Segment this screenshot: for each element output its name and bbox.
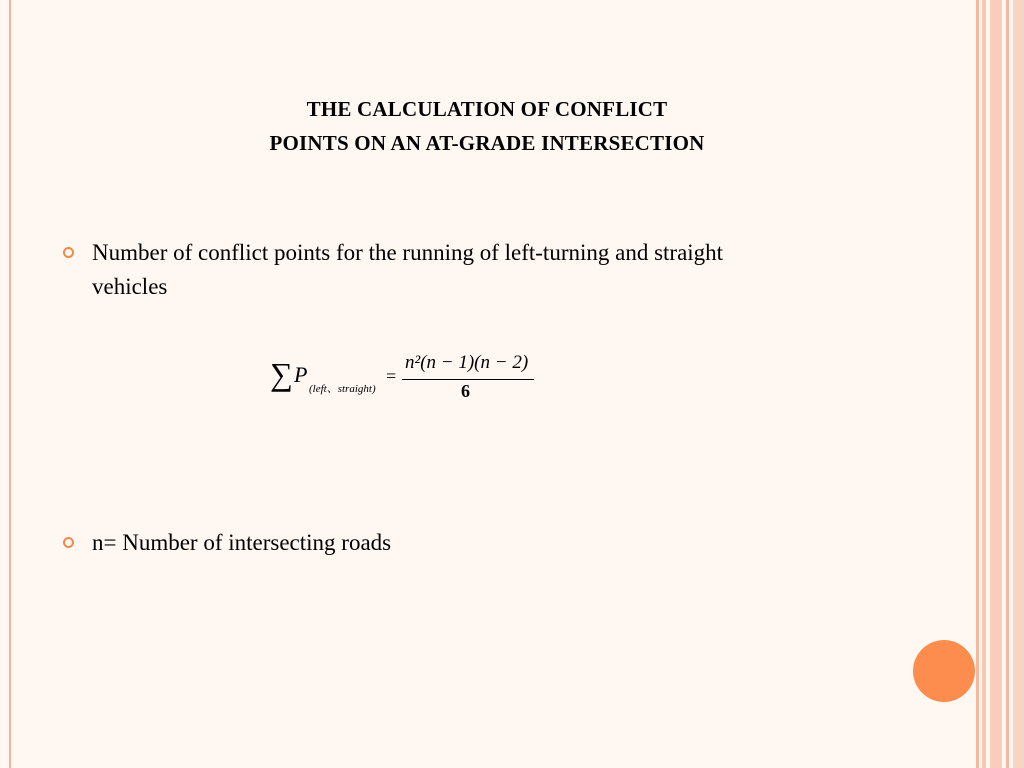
formula-equals: =	[386, 366, 397, 386]
bullet-line-1: n= Number of intersecting roads	[92, 530, 392, 555]
bullet-item-intersecting-roads	[63, 526, 663, 560]
decorative-circle	[913, 640, 975, 702]
formula-p: P	[294, 362, 308, 387]
bullet-line-2: vehicles	[92, 274, 168, 299]
fraction-bar	[402, 379, 534, 380]
summation-symbol: ∑	[270, 356, 293, 392]
bullet-line-1: Number of conflict points for the running of left-turning and straight	[92, 240, 724, 265]
bullet-text	[92, 236, 723, 304]
bullet-ring-icon	[63, 247, 74, 258]
formula-denominator: 6	[461, 381, 470, 401]
right-decorative-stripes	[976, 0, 1024, 768]
title-line-2: POINTS ON AN AT-GRADE INTERSECTION	[269, 131, 705, 155]
title-line-1: THE CALCULATION OF CONFLICT	[306, 97, 668, 121]
slide-title	[0, 92, 974, 160]
formula-numerator: n²(n − 1)(n − 2)	[405, 352, 529, 373]
bullet-item-conflict-points	[63, 236, 923, 306]
formula-subscript: (left、straight)	[309, 383, 376, 395]
bullet-ring-icon	[63, 537, 74, 548]
conflict-points-formula	[268, 352, 538, 404]
bullet-text	[92, 526, 391, 560]
